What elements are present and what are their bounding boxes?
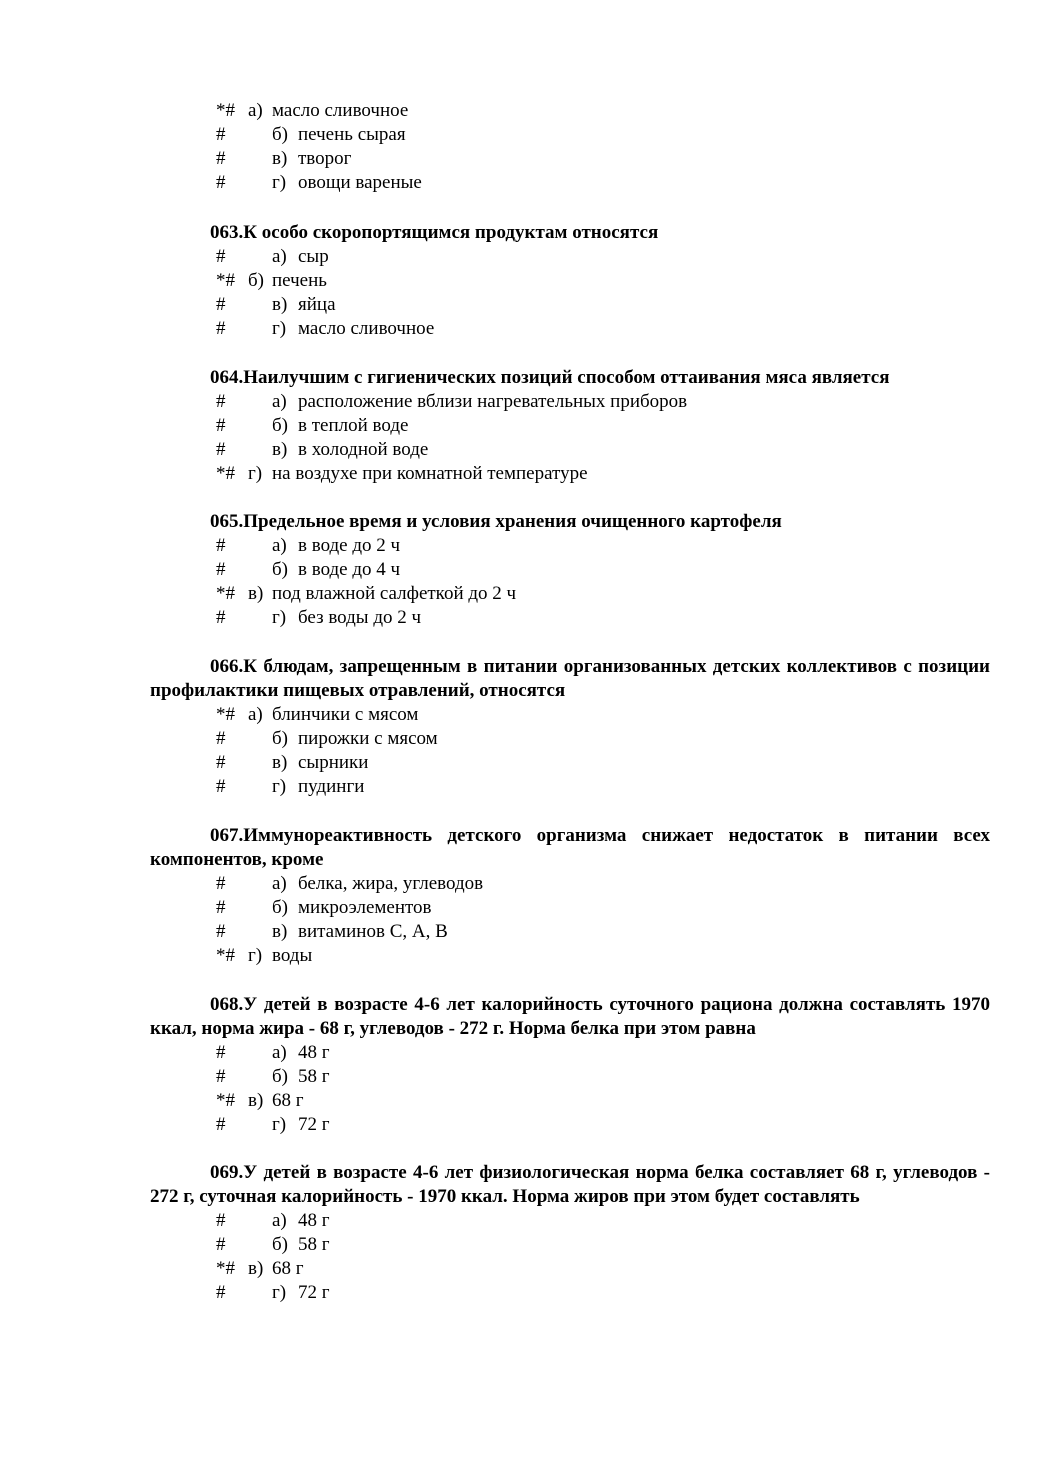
answer-letter: в)	[272, 148, 288, 169]
answer-mark: *#	[216, 704, 235, 725]
question-title: 066.К блюдам, запрещенным в питании организованных детских коллективов с позиции профилактики пищевых отравлений, относятся	[150, 656, 990, 701]
answer-letter: а)	[272, 391, 287, 412]
answer-letter: в)	[248, 1258, 264, 1279]
answer-mark: *#	[216, 100, 235, 121]
answer-text: 68 г	[272, 1090, 304, 1111]
answer-mark: #	[216, 391, 226, 412]
answer-option	[150, 703, 990, 727]
question-064	[150, 366, 990, 486]
answer-letter: а)	[248, 704, 263, 725]
answer-option	[150, 727, 990, 751]
answer-letter: б)	[272, 897, 288, 918]
question-069	[150, 1161, 990, 1305]
answer-letter: б)	[272, 728, 288, 749]
answer-text: под влажной салфеткой до 2 ч	[272, 583, 517, 604]
answer-option	[150, 582, 990, 606]
answer-option	[150, 438, 990, 462]
question-063	[150, 221, 990, 341]
answer-mark: #	[216, 873, 226, 894]
answer-letter: в)	[248, 583, 264, 604]
question-068	[150, 993, 990, 1137]
answer-option	[150, 1281, 990, 1305]
answer-mark: #	[216, 439, 226, 460]
answer-text: масло сливочное	[272, 100, 409, 121]
answer-letter: б)	[272, 124, 288, 145]
answer-option	[150, 775, 990, 799]
answer-letter: б)	[272, 1066, 288, 1087]
answer-text: 68 г	[272, 1258, 304, 1279]
answer-text: на воздухе при комнатной температуре	[272, 463, 588, 484]
answer-text: печень сырая	[298, 124, 406, 145]
answer-mark: #	[216, 776, 226, 797]
answer-option	[150, 245, 990, 269]
answer-mark: *#	[216, 463, 235, 484]
answer-letter: г)	[272, 172, 287, 193]
question-title: 067.Иммунореактивность детского организма снижает недостаток в питании всех компонентов, кроме	[150, 825, 990, 870]
answer-mark: #	[216, 1210, 226, 1231]
answer-letter: г)	[272, 1114, 287, 1135]
answer-option	[150, 1065, 990, 1089]
answer-letter: г)	[272, 318, 287, 339]
answer-option	[150, 1089, 990, 1113]
answer-letter: а)	[272, 1042, 287, 1063]
question-title: 064.Наилучшим с гигиенических позиций способом оттаивания мяса является	[210, 367, 890, 388]
answer-mark: #	[216, 607, 226, 628]
answer-option	[150, 414, 990, 438]
answer-text: творог	[298, 148, 352, 169]
answer-option	[150, 751, 990, 775]
answer-mark: *#	[216, 1090, 235, 1111]
answer-letter: б)	[248, 270, 264, 291]
answer-letter: г)	[272, 607, 287, 628]
question-title: 065.Предельное время и условия хранения очищенного картофеля	[210, 511, 782, 532]
answer-text: масло сливочное	[298, 318, 435, 339]
intro-options	[150, 99, 990, 195]
answer-option	[150, 1113, 990, 1137]
answer-text: овощи вареные	[298, 172, 422, 193]
answer-option	[150, 171, 990, 195]
answer-mark: #	[216, 246, 226, 267]
answer-text: 72 г	[298, 1114, 330, 1135]
answer-text: 72 г	[298, 1282, 330, 1303]
answer-option	[150, 390, 990, 414]
answer-mark: #	[216, 172, 226, 193]
answer-letter: г)	[248, 463, 263, 484]
answer-option	[150, 1041, 990, 1065]
answer-option	[150, 1257, 990, 1281]
answer-text: пирожки с мясом	[298, 728, 438, 749]
question-066	[150, 655, 990, 799]
answer-option	[150, 896, 990, 920]
answer-letter: г)	[272, 1282, 287, 1303]
answer-mark: #	[216, 535, 226, 556]
answer-text: белка, жира, углеводов	[298, 873, 484, 894]
answer-option	[150, 293, 990, 317]
answer-text: сырники	[298, 752, 369, 773]
answer-mark: #	[216, 559, 226, 580]
answer-text: в воде до 2 ч	[298, 535, 401, 556]
answer-text: микроэлементов	[298, 897, 432, 918]
answer-letter: а)	[248, 100, 263, 121]
answer-mark: #	[216, 1282, 226, 1303]
answer-option	[150, 534, 990, 558]
answer-letter: а)	[272, 1210, 287, 1231]
answer-letter: г)	[248, 945, 263, 966]
answer-text: 48 г	[298, 1042, 330, 1063]
answer-text: без воды до 2 ч	[298, 607, 422, 628]
answer-text: 58 г	[298, 1066, 330, 1087]
answer-text: в воде до 4 ч	[298, 559, 401, 580]
answer-letter: а)	[272, 873, 287, 894]
answer-text: в холодной воде	[298, 439, 429, 460]
answer-mark: #	[216, 1114, 226, 1135]
answer-mark: *#	[216, 1258, 235, 1279]
answer-option	[150, 269, 990, 293]
answer-mark: #	[216, 294, 226, 315]
answer-letter: б)	[272, 559, 288, 580]
answer-option	[150, 1233, 990, 1257]
answer-text: 58 г	[298, 1234, 330, 1255]
answer-mark: #	[216, 415, 226, 436]
answer-letter: в)	[272, 752, 288, 773]
answer-mark: #	[216, 921, 226, 942]
answer-option	[150, 317, 990, 341]
answer-letter: в)	[272, 439, 288, 460]
answer-mark: #	[216, 1042, 226, 1063]
answer-option	[150, 123, 990, 147]
question-067	[150, 824, 990, 968]
answer-text: яйца	[298, 294, 336, 315]
answer-mark: #	[216, 1066, 226, 1087]
answer-option	[150, 462, 990, 486]
answer-text: сыр	[298, 246, 329, 267]
question-title: 068.У детей в возрасте 4-6 лет калорийность суточного рациона должна составлять 1970 ккал, норма жира - 68 г, углеводов - 272 г. Норма белка при этом равна	[150, 994, 990, 1039]
answer-option	[150, 606, 990, 630]
answer-letter: б)	[272, 1234, 288, 1255]
answer-mark: *#	[216, 270, 235, 291]
answer-letter: в)	[272, 294, 288, 315]
answer-mark: #	[216, 728, 226, 749]
answer-text: блинчики с мясом	[272, 704, 419, 725]
answer-mark: #	[216, 318, 226, 339]
answer-option	[150, 920, 990, 944]
answer-mark: *#	[216, 583, 235, 604]
answer-letter: б)	[272, 415, 288, 436]
answer-letter: в)	[248, 1090, 264, 1111]
answer-letter: г)	[272, 776, 287, 797]
answer-option	[150, 944, 990, 968]
answer-text: воды	[272, 945, 313, 966]
answer-mark: #	[216, 124, 226, 145]
answer-text: пудинги	[298, 776, 365, 797]
answer-letter: в)	[272, 921, 288, 942]
answer-mark: #	[216, 752, 226, 773]
answer-text: витаминов С, А, В	[298, 921, 448, 942]
answer-mark: #	[216, 1234, 226, 1255]
answer-option	[150, 99, 990, 123]
answer-option	[150, 558, 990, 582]
answer-mark: #	[216, 897, 226, 918]
answer-text: в теплой воде	[298, 415, 409, 436]
answer-option	[150, 872, 990, 896]
question-title: 063.К особо скоропортящимся продуктам относятся	[210, 222, 659, 243]
answer-option	[150, 1209, 990, 1233]
answer-text: расположение вблизи нагревательных приборов	[298, 391, 688, 412]
question-065	[150, 510, 990, 630]
question-title: 069.У детей в возрасте 4-6 лет физиологическая норма белка составляет 68 г, углеводов - 272 г, суточная калорийность - 1970 ккал. Норма жиров при этом будет составлять	[150, 1162, 990, 1207]
answer-text: 48 г	[298, 1210, 330, 1231]
answer-mark: *#	[216, 945, 235, 966]
answer-mark: #	[216, 148, 226, 169]
answer-text: печень	[272, 270, 327, 291]
answer-letter: а)	[272, 535, 287, 556]
answer-letter: а)	[272, 246, 287, 267]
answer-option	[150, 147, 990, 171]
